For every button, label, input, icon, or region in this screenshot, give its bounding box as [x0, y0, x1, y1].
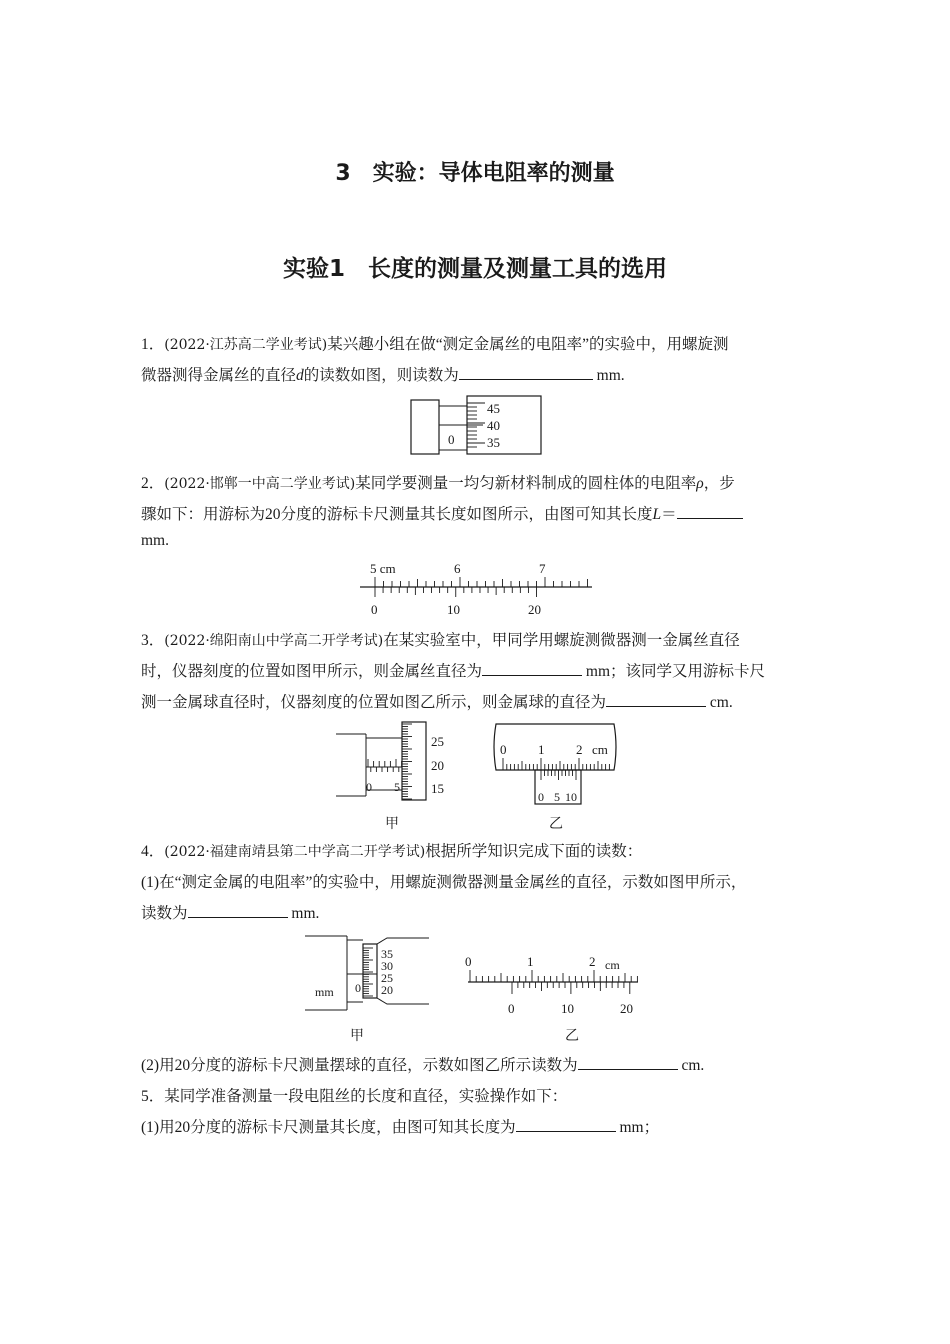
q2-vernier-label-0: 0: [371, 602, 378, 617]
q1-fig-tick-40: 40: [487, 418, 500, 433]
q3-main-label-cm: cm: [592, 742, 608, 757]
q5-part1-text: (1)用20分度的游标卡尺测量其长度，由图可知其长度为: [141, 1119, 516, 1136]
q1-source: (2022·江苏高二学业考试): [164, 337, 328, 353]
q4-caption-b: 乙: [565, 1029, 579, 1044]
q1-text2: 微器测得金属丝的直径: [141, 367, 297, 384]
q3-answer-blank-1[interactable]: [482, 661, 582, 676]
q2-unit: mm.: [141, 532, 169, 549]
q4-number: 4．: [141, 843, 165, 860]
q5-number: 5．: [141, 1088, 165, 1105]
q3-vernier-label-5: 5: [554, 790, 560, 804]
q3-sleeve-label-5: 5: [394, 780, 400, 794]
q3-line1: [141, 628, 740, 650]
q3-text3b: cm.: [709, 694, 733, 711]
q2-answer-blank[interactable]: [677, 504, 743, 519]
q3-line2: [141, 659, 765, 681]
q3-caption-a: 甲: [385, 817, 399, 832]
q3-text: 在某实验室中，甲同学用螺旋测微器测一金属丝直径: [383, 632, 740, 649]
q3-text2b: mm；该同学又用游标卡尺: [585, 663, 766, 680]
q1-fig-zero: 0: [448, 432, 455, 447]
q1-micrometer-figure: [405, 392, 545, 456]
q1-line1: [141, 332, 729, 354]
q2-vernier-label-20: 20: [528, 602, 541, 617]
q4-main-label-0: 0: [465, 954, 472, 969]
q2-line2: [141, 502, 743, 524]
q3-micrometer-figure: [332, 720, 462, 802]
q1-text: 某兴趣小组在做“测定金属丝的电阻率”的实验中，用螺旋测: [327, 336, 729, 353]
q1-answer-blank[interactable]: [459, 365, 593, 380]
q3-line3: [141, 690, 733, 712]
q3-vernier-label-10: 10: [565, 790, 577, 804]
q4-vernier-label-0: 0: [508, 1001, 515, 1016]
q3-fig-tick-15: 15: [431, 781, 444, 796]
q4-part1-text2: 读数为: [141, 905, 188, 922]
q1-line2: [141, 363, 625, 385]
q4-answer-blank-2[interactable]: [578, 1055, 678, 1070]
q2-text1b: ，步: [703, 475, 735, 492]
q2-main-label-6: 6: [454, 561, 461, 576]
q5-unit1: mm；: [619, 1119, 660, 1136]
q4-main-label-cm: cm: [605, 958, 620, 972]
q3-number: 3．: [141, 632, 165, 649]
q4-fig-tick-25: 25: [381, 971, 393, 985]
q4-micrometer-figure: [303, 930, 435, 1018]
q3-text2: 时，仪器刻度的位置如图甲所示，则金属丝直径为: [141, 663, 483, 680]
q3-fig-tick-20: 20: [431, 758, 444, 773]
q4-main-label-2: 2: [589, 954, 596, 969]
q3-sleeve-label-0: 0: [366, 780, 372, 794]
q4-vernier-figure: [460, 952, 645, 1018]
q3-fig-tick-25: 25: [431, 734, 444, 749]
q3-vernier-label-0: 0: [538, 790, 544, 804]
q4-part1-text: (1)在“测定金属的电阻率”的实验中，用螺旋测微器测量金属丝的直径，示数如图甲所示，: [141, 874, 747, 891]
q1-text3: 的读数如图，则读数为: [303, 367, 459, 384]
q5-answer-blank-1[interactable]: [516, 1117, 616, 1132]
q4-fig-unit: mm: [315, 985, 334, 999]
q2-vernier-label-10: 10: [447, 602, 460, 617]
q4-line1: [141, 839, 642, 861]
q1-fig-tick-45: 45: [487, 401, 500, 416]
q4-fig-tick-30: 30: [381, 959, 393, 973]
q1-unit: mm.: [596, 367, 625, 384]
q4-caption-a: 甲: [350, 1029, 364, 1044]
q2-source: (2022·邯郸一中高二学业考试): [164, 476, 356, 492]
q4-source: (2022·福建南靖县第二中学高二开学考试): [164, 844, 426, 860]
q3-text3: 测一金属球直径时，仪器刻度的位置如图乙所示，则金属球的直径为: [141, 694, 607, 711]
q3-main-label-2: 2: [576, 742, 583, 757]
q3-main-label-1: 1: [538, 742, 545, 757]
q2-number: 2．: [141, 475, 165, 492]
q2-text: 某同学要测量一均匀新材料制成的圆柱体的电阻率: [355, 475, 697, 492]
q2-text2: 骤如下：用游标为20分度的游标卡尺测量其长度如图所示，由图可知其长度: [141, 506, 653, 523]
q2-line1: [141, 471, 735, 493]
q3-answer-blank-2[interactable]: [606, 692, 706, 707]
q2-rho: ρ: [696, 475, 704, 492]
q4-answer-blank-1[interactable]: [188, 903, 288, 918]
q4-line2: [141, 870, 746, 892]
page-title: 3 实验：导体电阻率的测量: [335, 161, 615, 186]
q2-eq: ＝: [661, 506, 677, 523]
q2-var: L: [652, 506, 662, 523]
q1-number: 1．: [141, 336, 165, 353]
q1-fig-tick-35: 35: [487, 435, 500, 450]
q4-main-label-1: 1: [527, 954, 534, 969]
q3-caption-b: 乙: [549, 817, 563, 832]
q2-vernier-figure: [356, 560, 596, 620]
q4-part2-text: (2)用20分度的游标卡尺测量摆球的直径，示数如图乙所示读数为: [141, 1057, 578, 1074]
q3-main-label-0: 0: [500, 742, 507, 757]
q2-main-label-7: 7: [539, 561, 546, 576]
q4-unit1: mm.: [291, 905, 320, 922]
q4-line3: [141, 901, 319, 923]
q4-fig-tick-20: 20: [381, 983, 393, 997]
q2-main-label-5cm: 5 cm: [370, 561, 396, 576]
q4-vernier-label-20: 20: [620, 1001, 633, 1016]
q5-text: 某同学准备测量一段电阻丝的长度和直径，实验操作如下：: [164, 1088, 568, 1105]
q5-line2: [141, 1115, 659, 1137]
q4-unit2: cm.: [681, 1057, 705, 1074]
q3-source: (2022·绵阳南山中学高二开学考试): [164, 633, 384, 649]
q4-text: 根据所学知识完成下面的读数：: [425, 843, 643, 860]
q1-var: d: [296, 367, 304, 384]
page-subtitle: 实验1 长度的测量及测量工具的选用: [282, 256, 667, 282]
q2-line3: [141, 532, 169, 550]
q4-fig-tick-35: 35: [381, 947, 393, 961]
q4-part2: [141, 1053, 704, 1075]
q4-vernier-label-10: 10: [561, 1001, 574, 1016]
q4-sleeve-label-0: 0: [355, 981, 361, 995]
q5-line1: [141, 1084, 567, 1106]
q3-vernier-figure: [488, 722, 623, 806]
